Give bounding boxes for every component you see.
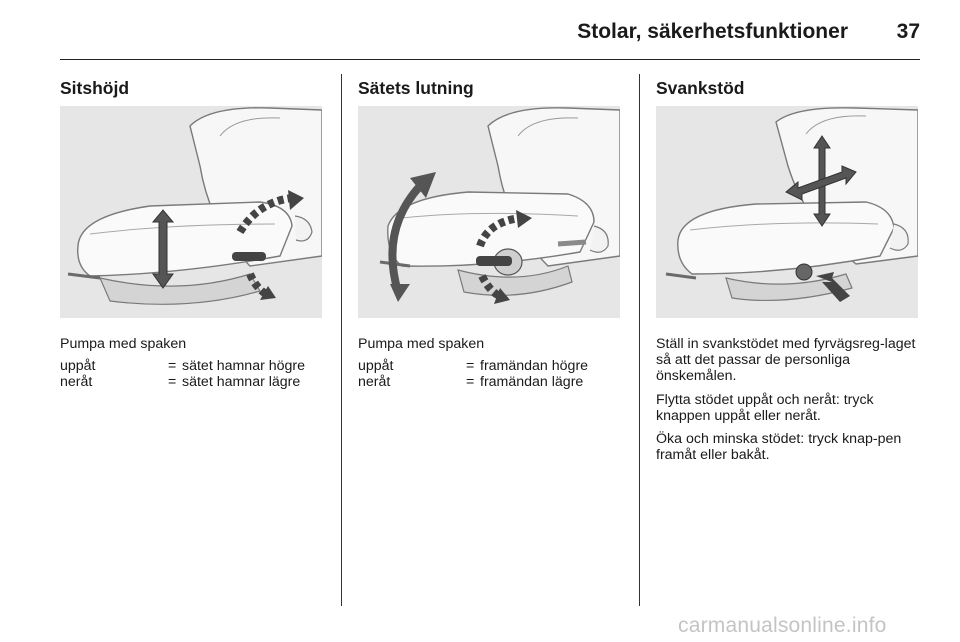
direction-label: uppåt: [60, 358, 96, 374]
table-row: [358, 374, 622, 390]
section-seat-tilt: [358, 70, 622, 390]
direction-label: neråt: [358, 374, 391, 390]
equals-sign: =: [168, 374, 177, 390]
lumbar-support-drawing: [656, 106, 918, 318]
section-lumbar-support: [656, 70, 920, 470]
table-row: [358, 358, 622, 374]
direction-table: [358, 358, 622, 390]
direction-result: sätet hamnar lägre: [182, 374, 301, 390]
seat-tilt-illustration: [358, 106, 620, 318]
section-title: Sätets lutning: [358, 78, 474, 98]
seat-tilt-drawing: [358, 106, 620, 318]
table-row: [60, 374, 324, 390]
column-divider: [341, 74, 342, 606]
lumbar-support-illustration: [656, 106, 918, 318]
seat-height-illustration: [60, 106, 322, 318]
seat-height-drawing: [60, 106, 322, 318]
page-header: [60, 14, 920, 60]
direction-result: framändan högre: [480, 358, 589, 374]
direction-result: framändan lägre: [480, 374, 584, 390]
watermark: carmanualsonline.info: [678, 614, 887, 637]
instruction-caption: Pumpa med spaken: [60, 336, 187, 352]
instruction-paragraph: Öka och minska stödet: tryck knap-pen framåt eller bakåt.: [656, 431, 902, 464]
page-number: 37: [896, 20, 920, 43]
instruction-caption: Pumpa med spaken: [358, 336, 485, 352]
header-title: Stolar, säkerhetsfunktioner: [577, 20, 848, 43]
direction-label: neråt: [60, 374, 93, 390]
equals-sign: =: [466, 358, 475, 374]
direction-result: sätet hamnar högre: [182, 358, 306, 374]
equals-sign: =: [466, 374, 475, 390]
instruction-paragraph: Ställ in svankstödet med fyrvägsreg-laget så att det passar de personliga önskemålen.: [656, 336, 916, 385]
section-title: Sitshöjd: [60, 78, 130, 98]
section-seat-height: [60, 70, 324, 390]
section-title: Svankstöd: [656, 78, 745, 98]
column-divider: [639, 74, 640, 606]
equals-sign: =: [168, 358, 177, 374]
instruction-paragraph: Flytta stödet uppåt och neråt: tryck knappen uppåt eller neråt.: [656, 391, 874, 424]
table-row: [60, 358, 324, 374]
instructions: [656, 336, 920, 463]
direction-label: uppåt: [358, 358, 394, 374]
direction-table: [60, 358, 324, 390]
